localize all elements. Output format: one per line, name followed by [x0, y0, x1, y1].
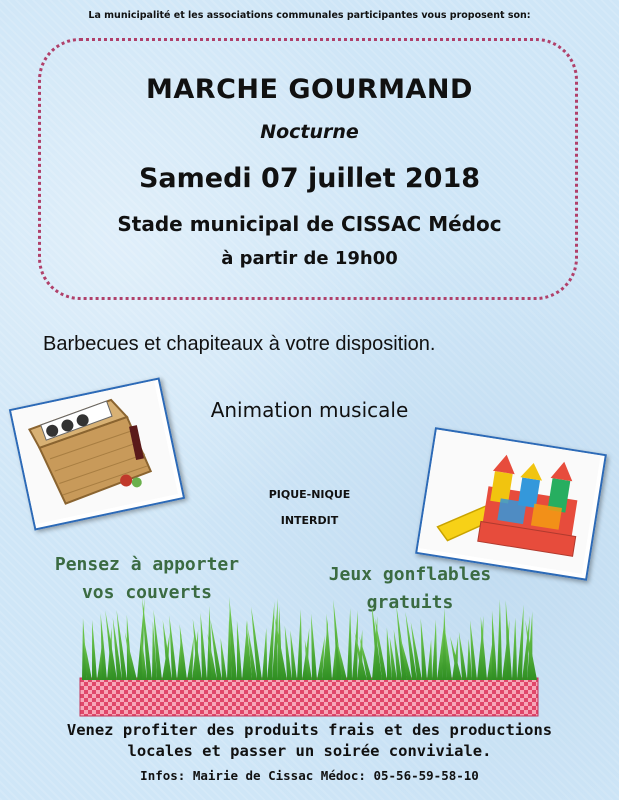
grass-blade	[262, 628, 267, 680]
intro-text: La municipalité et les associations communales participantes vous proposent son:	[88, 10, 531, 21]
grass-blade	[497, 599, 502, 680]
grass-blade	[512, 618, 517, 680]
event-title: MARCHE GOURMAND	[146, 74, 473, 105]
bouncy-castle-image	[415, 427, 607, 581]
grass-blade	[237, 620, 242, 680]
picnic-text-line2: INTERDIT	[280, 514, 339, 527]
contact-info: Infos: Mairie de Cissac Médoc: 05-56-59-58-10	[140, 768, 479, 783]
games-line1: Jeux gonflables	[328, 564, 492, 585]
grass-tablecloth-illustration	[0, 590, 619, 720]
event-subtitle: Nocturne	[260, 121, 359, 143]
footer-line1: Venez profiter des produits frais et des productions	[66, 721, 553, 739]
event-time: à partir de 19h00	[221, 248, 398, 269]
grass-blade	[290, 630, 297, 680]
grass-blade	[421, 618, 427, 680]
bring-line2: vos couverts	[81, 582, 213, 603]
event-date: Samedi 07 juillet 2018	[138, 163, 481, 194]
grass-blade	[327, 614, 332, 680]
grass-blade	[432, 620, 437, 680]
games-line2: gratuits	[366, 592, 454, 613]
footer-line2: locales et passer un soirée conviviale.	[127, 742, 492, 760]
grass-blade	[371, 602, 382, 680]
grass-blade	[285, 625, 292, 680]
grass-blade	[427, 640, 432, 680]
picnic-text-line1: PIQUE-NIQUE	[268, 488, 351, 501]
grass-blade	[492, 610, 497, 680]
grass-blade	[92, 620, 97, 680]
barbecue-text: Barbecues et chapiteaux à votre disposition.	[43, 333, 436, 355]
footer-text	[0, 720, 619, 762]
event-venue: Stade municipal de CISSAC Médoc	[117, 212, 502, 236]
grass-blade	[311, 614, 317, 680]
grass-blade	[517, 605, 524, 680]
grass-blade	[200, 613, 207, 680]
grass-blade	[297, 609, 302, 680]
grass-blade	[347, 608, 352, 680]
grass-blade	[221, 638, 227, 680]
music-text: Animation musicale	[210, 398, 409, 422]
bring-line1: Pensez à apporter	[54, 554, 240, 575]
